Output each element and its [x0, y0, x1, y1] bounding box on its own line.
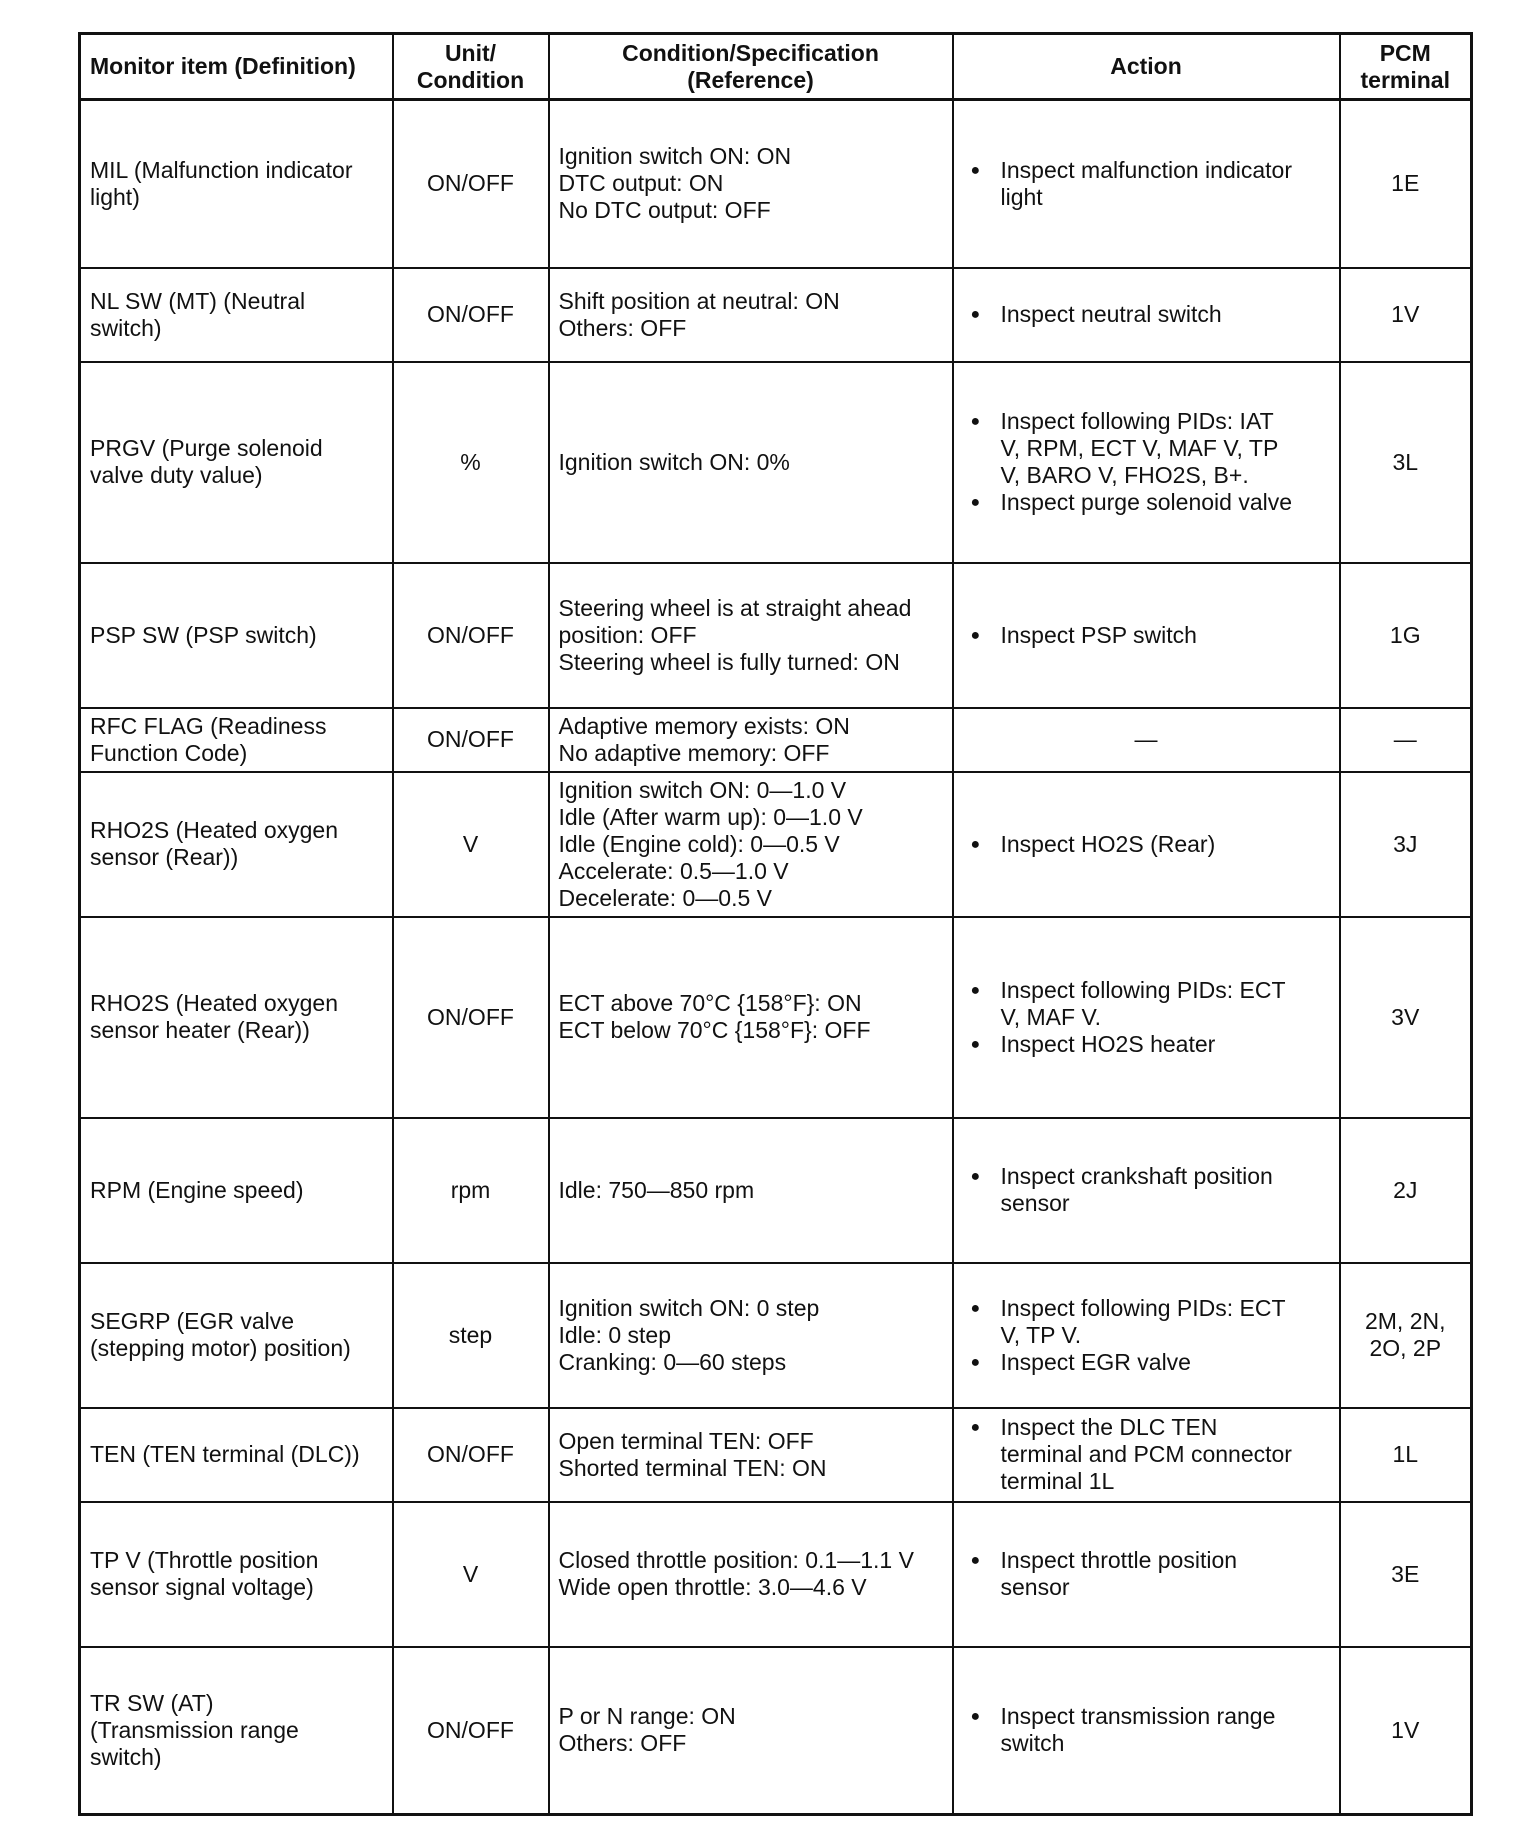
condition-cell — [549, 1118, 953, 1263]
monitor-item-line: TEN (TEN terminal (DLC)) — [90, 1441, 360, 1467]
header-condition-specification: Condition/Specification (Reference) — [549, 34, 953, 100]
pcm-terminal-cell — [1340, 268, 1472, 362]
action-line: sensor — [1000, 1574, 1070, 1600]
action-item — [963, 1031, 1330, 1058]
action-cell — [953, 1263, 1340, 1408]
action-list — [963, 1295, 1330, 1376]
monitor-item-cell — [80, 1263, 393, 1408]
unit-cell: % — [393, 362, 549, 563]
action-list — [963, 831, 1330, 858]
action-line: ● Inspect HO2S heater — [1000, 1030, 1216, 1057]
monitor-item-cell — [80, 1118, 393, 1263]
monitor-item-line: NL SW (MT) (Neutral — [90, 287, 306, 314]
pcm-terminal-cell — [1340, 1118, 1472, 1263]
action-item — [963, 489, 1330, 516]
action-cell — [953, 563, 1340, 708]
header-monitor-item: Monitor item (Definition) — [80, 34, 393, 100]
condition-line: Others: OFF — [558, 314, 687, 341]
monitor-item-line: PRGV (Purge solenoid — [90, 435, 323, 461]
monitor-item-cell — [80, 1502, 393, 1647]
pcm-terminal-line: 1V — [1391, 1716, 1420, 1743]
monitor-item-line: RFC FLAG (Readiness — [90, 712, 327, 739]
pcm-terminal-cell — [1340, 100, 1472, 268]
monitor-item-line: RHO2S (Heated oxygen — [90, 990, 339, 1016]
action-cell — [953, 772, 1340, 917]
action-line: V, MAF V. — [1000, 1003, 1102, 1030]
condition-line: Ignition switch ON: 0% — [558, 448, 790, 475]
monitor-item-line: light) — [90, 183, 140, 210]
action-line: light — [1000, 183, 1043, 210]
pcm-terminal-cell — [1340, 917, 1472, 1118]
action-line: V, RPM, ECT V, MAF V, TP — [1000, 435, 1279, 461]
unit-cell: ON/OFF — [393, 563, 549, 708]
condition-line: ECT below 70°C {158°F}: OFF — [558, 1017, 871, 1043]
pcm-terminal-line: 3E — [1391, 1560, 1420, 1587]
condition-cell — [549, 100, 953, 268]
pcm-terminal-cell — [1340, 563, 1472, 708]
table-row — [80, 772, 1472, 917]
condition-cell — [549, 1502, 953, 1647]
monitor-item-line: TP V (Throttle position — [90, 1547, 319, 1573]
action-item — [963, 1349, 1330, 1376]
unit-cell: ON/OFF — [393, 708, 549, 772]
unit-cell: ON/OFF — [393, 1408, 549, 1502]
pcm-terminal-line: 2J — [1393, 1176, 1418, 1203]
action-line: ● Inspect purge solenoid valve — [1000, 489, 1293, 515]
condition-cell — [549, 268, 953, 362]
action-list — [963, 622, 1330, 649]
action-list — [963, 1547, 1330, 1601]
table-row — [80, 1647, 1472, 1815]
condition-line: Shorted terminal TEN: ON — [558, 1454, 827, 1481]
pcm-terminal-cell — [1340, 1263, 1472, 1408]
monitor-item-line: (stepping motor) position) — [90, 1335, 351, 1361]
pcm-terminal-line: 1L — [1392, 1441, 1419, 1467]
pcm-terminal-line: 1G — [1389, 621, 1421, 648]
action-item — [963, 408, 1330, 489]
monitor-item-line: switch) — [90, 314, 162, 341]
condition-cell — [549, 917, 953, 1118]
table-row — [80, 917, 1472, 1118]
condition-line: Open terminal TEN: OFF — [558, 1427, 814, 1454]
monitor-item-line: Function Code) — [90, 739, 248, 766]
monitor-item-line: switch) — [90, 1743, 162, 1770]
unit-cell: ON/OFF — [393, 100, 549, 268]
monitor-item-cell — [80, 772, 393, 917]
action-item — [963, 831, 1330, 858]
action-item — [963, 1703, 1330, 1757]
action-line: V, BARO V, FHO2S, B+. — [1000, 462, 1249, 488]
pcm-monitor-table — [78, 32, 1473, 1816]
action-line: V, TP V. — [1000, 1321, 1082, 1348]
condition-line: Steering wheel is at straight ahead — [558, 594, 912, 621]
table-row — [80, 1118, 1472, 1263]
unit-cell: ON/OFF — [393, 268, 549, 362]
monitor-item-line: sensor signal voltage) — [90, 1574, 314, 1600]
pcm-terminal-line: 1E — [1391, 170, 1420, 197]
pcm-terminal-line: — — [1393, 726, 1417, 752]
monitor-item-line: sensor (Rear)) — [90, 844, 239, 870]
condition-line: Ignition switch ON: 0—1.0 V — [558, 776, 847, 803]
action-cell: — — [953, 708, 1340, 772]
action-line: terminal and PCM connector — [1000, 1441, 1292, 1467]
action-list — [963, 977, 1330, 1058]
condition-line: Ignition switch ON: 0 step — [558, 1294, 820, 1321]
pcm-terminal-line: 1V — [1391, 301, 1420, 327]
action-cell — [953, 268, 1340, 362]
pcm-terminal-cell — [1340, 772, 1472, 917]
unit-cell: step — [393, 1263, 549, 1408]
pcm-terminal-cell — [1340, 1647, 1472, 1815]
action-line: ● Inspect neutral switch — [1000, 301, 1222, 327]
condition-line: DTC output: ON — [558, 170, 724, 197]
action-item — [963, 301, 1330, 328]
monitor-item-cell — [80, 268, 393, 362]
action-item — [963, 977, 1330, 1031]
action-cell — [953, 1408, 1340, 1502]
pcm-terminal-cell — [1340, 1502, 1472, 1647]
action-cell — [953, 917, 1340, 1118]
action-line: ● Inspect following PIDs: ECT — [1000, 976, 1286, 1003]
monitor-item-line: RPM (Engine speed) — [90, 1176, 304, 1203]
unit-cell: V — [393, 772, 549, 917]
header-unit-condition: Unit/ Condition — [393, 34, 549, 100]
monitor-item-line: SEGRP (EGR valve — [90, 1308, 295, 1334]
condition-line: P or N range: ON — [558, 1703, 736, 1730]
table-row — [80, 563, 1472, 708]
condition-line: Wide open throttle: 3.0—4.6 V — [558, 1574, 867, 1600]
action-line: ● Inspect transmission range — [1000, 1703, 1276, 1730]
condition-cell — [549, 1263, 953, 1408]
condition-cell — [549, 362, 953, 563]
unit-cell: V — [393, 1502, 549, 1647]
action-item — [963, 1295, 1330, 1349]
monitor-item-cell — [80, 100, 393, 268]
header-pcm-terminal: PCM terminal — [1340, 34, 1472, 100]
action-line: ● Inspect PSP switch — [1000, 621, 1197, 648]
condition-line: Decelerate: 0—0.5 V — [558, 884, 773, 911]
action-line: ● Inspect HO2S (Rear) — [1000, 830, 1216, 857]
action-item — [963, 1547, 1330, 1601]
condition-line: Adaptive memory exists: ON — [558, 712, 850, 739]
pcm-terminal-line: 2M, 2N, — [1364, 1308, 1446, 1334]
condition-line: ECT above 70°C {158°F}: ON — [558, 990, 862, 1016]
pcm-terminal-cell — [1340, 1408, 1472, 1502]
action-line: ● Inspect EGR valve — [1000, 1348, 1191, 1375]
condition-cell — [549, 1408, 953, 1502]
action-list — [963, 301, 1330, 328]
action-line: ● Inspect malfunction indicator — [1000, 156, 1292, 183]
condition-cell — [549, 1647, 953, 1815]
condition-line: No DTC output: OFF — [558, 197, 771, 224]
action-cell — [953, 1502, 1340, 1647]
action-line: terminal 1L — [1000, 1468, 1115, 1494]
monitor-item-cell — [80, 1408, 393, 1502]
monitor-item-line: RHO2S (Heated oxygen — [90, 817, 339, 843]
pcm-terminal-line: 3J — [1393, 830, 1418, 857]
action-list — [963, 157, 1330, 211]
action-list — [963, 1703, 1330, 1757]
monitor-item-cell — [80, 1647, 393, 1815]
unit-cell: ON/OFF — [393, 917, 549, 1118]
action-list — [963, 1414, 1330, 1495]
action-item — [963, 157, 1330, 211]
action-line: ● Inspect crankshaft position — [1000, 1163, 1273, 1189]
action-line: sensor — [1000, 1190, 1070, 1216]
monitor-item-line: valve duty value) — [90, 462, 263, 488]
monitor-item-cell — [80, 708, 393, 772]
monitor-item-line: PSP SW (PSP switch) — [90, 621, 317, 648]
condition-line: Ignition switch ON: ON — [558, 143, 792, 170]
condition-line: Shift position at neutral: ON — [558, 287, 840, 314]
action-item — [963, 1163, 1330, 1217]
action-item — [963, 622, 1330, 649]
condition-cell — [549, 708, 953, 772]
action-line: ● Inspect following PIDs: ECT — [1000, 1294, 1286, 1321]
monitor-item-cell — [80, 563, 393, 708]
action-cell — [953, 1118, 1340, 1263]
action-list — [963, 408, 1330, 516]
action-line: ● Inspect the DLC TEN — [1000, 1414, 1218, 1440]
monitor-item-cell — [80, 917, 393, 1118]
table-body — [80, 100, 1472, 1815]
action-line: ● Inspect throttle position — [1000, 1547, 1238, 1573]
action-line: switch — [1000, 1730, 1065, 1757]
header-action: Action — [953, 34, 1340, 100]
unit-cell: ON/OFF — [393, 1647, 549, 1815]
unit-cell: rpm — [393, 1118, 549, 1263]
action-cell — [953, 1647, 1340, 1815]
condition-line: No adaptive memory: OFF — [558, 739, 830, 766]
table-row — [80, 1502, 1472, 1647]
action-line: ● Inspect following PIDs: IAT — [1000, 408, 1274, 434]
table-row — [80, 1408, 1472, 1502]
monitor-item-cell — [80, 362, 393, 563]
condition-line: Accelerate: 0.5—1.0 V — [558, 857, 789, 884]
pcm-terminal-cell — [1340, 708, 1472, 772]
action-item — [963, 1414, 1330, 1495]
condition-line: Idle (After warm up): 0—1.0 V — [558, 803, 863, 830]
condition-cell — [549, 563, 953, 708]
condition-line: Cranking: 0—60 steps — [558, 1348, 787, 1375]
monitor-item-line: sensor heater (Rear)) — [90, 1017, 310, 1043]
action-list — [963, 1163, 1330, 1217]
condition-line: Idle (Engine cold): 0—0.5 V — [558, 830, 840, 857]
condition-line: Others: OFF — [558, 1730, 687, 1757]
pcm-terminal-line: 3V — [1391, 1003, 1420, 1030]
pcm-terminal-line: 3L — [1392, 448, 1419, 475]
monitor-item-line: TR SW (AT) — [90, 1689, 214, 1716]
condition-line: Idle: 0 step — [558, 1321, 672, 1348]
table-row — [80, 100, 1472, 268]
condition-line: Idle: 750—850 rpm — [558, 1176, 755, 1203]
pcm-terminal-line: 2O, 2P — [1369, 1335, 1442, 1361]
action-cell — [953, 362, 1340, 563]
action-cell — [953, 100, 1340, 268]
table-row — [80, 362, 1472, 563]
condition-line: Closed throttle position: 0.1—1.1 V — [558, 1547, 914, 1573]
pcm-terminal-cell — [1340, 362, 1472, 563]
condition-cell — [549, 772, 953, 917]
table-header-row — [80, 34, 1472, 100]
monitor-item-line: (Transmission range — [90, 1716, 299, 1743]
table-row — [80, 708, 1472, 772]
monitor-item-line: MIL (Malfunction indicator — [90, 156, 353, 183]
condition-line: position: OFF — [558, 621, 697, 648]
condition-line: Steering wheel is fully turned: ON — [558, 648, 900, 675]
table-row — [80, 1263, 1472, 1408]
table-row — [80, 268, 1472, 362]
